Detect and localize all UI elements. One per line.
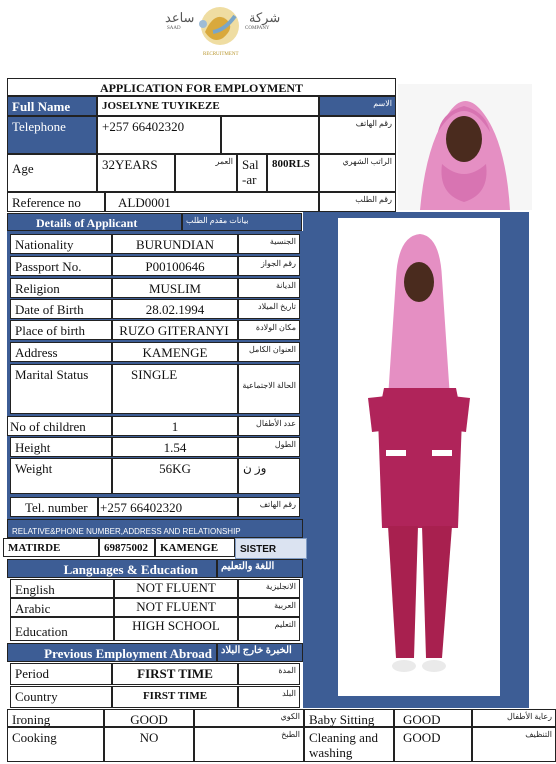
skill-value-2: GOOD — [394, 709, 472, 727]
detail-row-value: MUSLIM — [112, 278, 238, 298]
age-label: Age — [7, 154, 97, 192]
language-row-ar: الانجليزية — [238, 579, 300, 598]
details-title-ar: بيانات مقدم الطلب — [182, 213, 302, 231]
language-row-label: English — [10, 579, 114, 598]
previous-row-label: Country — [10, 686, 112, 708]
languages-title-ar: اللغة والتعليم — [217, 559, 303, 578]
applicant-headshot-photo — [398, 84, 532, 210]
language-row-ar: التعليم — [238, 617, 300, 641]
detail-row-value: 1 — [112, 416, 238, 436]
relative-name: MATIRDE — [3, 538, 99, 557]
detail-row-label: Date of Birth — [10, 299, 112, 319]
detail-row-ar: وز ن — [238, 458, 300, 494]
detail-row-label: Marital Status — [10, 364, 112, 414]
skill-label: Ironing — [7, 709, 104, 727]
previous-row-ar: المدة — [238, 663, 300, 685]
relative-title: RELATIVE&PHONE NUMBER,ADDRESS AND RELATIONSHIP — [7, 519, 303, 538]
languages-title: Languages & Education — [7, 559, 217, 578]
detail-row-value: RUZO GITERANYI — [112, 320, 238, 340]
skill-ar: الكوي — [194, 709, 304, 727]
detail-row-ar: رقم الهاتف — [238, 497, 300, 517]
full-body-image — [338, 218, 500, 696]
detail-row-label: Religion — [10, 278, 112, 298]
applicant-full-body-photo — [338, 218, 500, 696]
detail-row-label: Tel. number — [10, 497, 98, 517]
skill-ar: الطبخ — [194, 727, 304, 762]
previous-row-ar: البلد — [238, 686, 300, 708]
detail-row-ar: الديانة — [238, 278, 300, 298]
telephone-value: +257 66402320 — [97, 116, 221, 154]
detail-row-value: KAMENGE — [112, 342, 238, 362]
reference-label: Reference no — [7, 192, 105, 212]
detail-row-ar: تاريخ الميلاد — [238, 299, 300, 319]
age-ar: العمر — [175, 154, 237, 192]
previous-title: Previous Employment Abroad — [7, 643, 217, 662]
relative-relationship: SISTER — [235, 538, 307, 559]
detail-row-ar: الطول — [238, 437, 300, 457]
skill-label-2: Cleaning and washing — [304, 727, 394, 762]
skill-ar-2: التنظيف — [472, 727, 556, 762]
detail-row-ar: مكان الولادة — [238, 320, 300, 340]
full-name-value: JOSELYNE TUYIKEZE — [97, 96, 319, 116]
previous-row-value: FIRST TIME — [112, 686, 238, 708]
detail-row-label: Height — [10, 437, 112, 457]
language-row-value: HIGH SCHOOL — [114, 617, 238, 641]
detail-row-value: 1.54 — [112, 437, 238, 457]
detail-row-label: No of children — [7, 416, 112, 436]
telephone-label: Telephone — [7, 116, 97, 154]
age-value: 32YEARS — [97, 154, 175, 192]
detail-row-label: Nationality — [10, 234, 112, 254]
detail-row-value: P00100646 — [112, 256, 238, 276]
headshot-image — [398, 84, 532, 210]
detail-row-value: 28.02.1994 — [112, 299, 238, 319]
previous-row-label: Period — [10, 663, 112, 685]
detail-row-value: BURUNDIAN — [112, 234, 238, 254]
logo-tagline: RECRUITMENT — [203, 52, 239, 57]
detail-row-value: +257 66402320 — [98, 497, 238, 517]
reference-value: ALD0001 — [105, 192, 319, 212]
telephone-blank — [221, 116, 319, 154]
skill-label-2: Baby Sitting — [304, 709, 394, 727]
language-row-ar: العربية — [238, 598, 300, 617]
full-name-label: Full Name — [7, 96, 97, 116]
detail-row-label: Place of birth — [10, 320, 112, 340]
skill-value: NO — [104, 727, 194, 762]
salary-value: 800RLS — [267, 154, 319, 192]
detail-row-ar: الحالة الاجتماعية — [238, 364, 300, 414]
relative-address: KAMENGE — [155, 538, 235, 557]
language-row-value: NOT FLUENT — [114, 598, 238, 617]
skill-label: Cooking — [7, 727, 104, 762]
telephone-ar: رقم الهاتف — [319, 116, 396, 154]
language-row-label: Arabic — [10, 598, 114, 617]
details-title: Details of Applicant — [7, 213, 182, 231]
detail-row-value: SINGLE — [112, 364, 238, 414]
salary-ar: الراتب الشهري — [319, 154, 396, 192]
relative-phone: 69875002 — [99, 538, 155, 557]
logo-right-sub: COMPANY — [245, 26, 270, 31]
detail-row-label: Weight — [10, 458, 112, 494]
skill-ar-2: رعاية الأطفال — [472, 709, 556, 727]
detail-row-ar: الجنسية — [238, 234, 300, 254]
detail-row-ar: رقم الجواز — [238, 256, 300, 276]
detail-row-ar: عدد الأطفال — [238, 416, 300, 436]
detail-row-ar: العنوان الكامل — [238, 342, 300, 362]
detail-row-label: Address — [10, 342, 112, 362]
skill-value: GOOD — [104, 709, 194, 727]
skill-value-2: GOOD — [394, 727, 472, 762]
previous-title-ar: الخبرة خارج البلاد — [217, 643, 303, 662]
logo-right-text: شركة — [249, 10, 281, 25]
full-name-ar: الاسم — [319, 96, 396, 116]
company-logo — [165, 2, 281, 64]
reference-ar: رقم الطلب — [319, 192, 396, 212]
detail-row-label: Passport No. — [10, 256, 112, 276]
language-row-value: NOT FLUENT — [114, 579, 238, 598]
language-row-label: Education — [10, 617, 114, 641]
detail-row-value: 56KG — [112, 458, 238, 494]
form-title: APPLICATION FOR EMPLOYMENT — [7, 78, 396, 96]
previous-row-value: FIRST TIME — [112, 663, 238, 685]
logo-left-text: ساعد — [165, 10, 195, 25]
salary-label: Sal-ar — [237, 154, 267, 192]
logo-left-sub: SAAD — [167, 26, 181, 31]
